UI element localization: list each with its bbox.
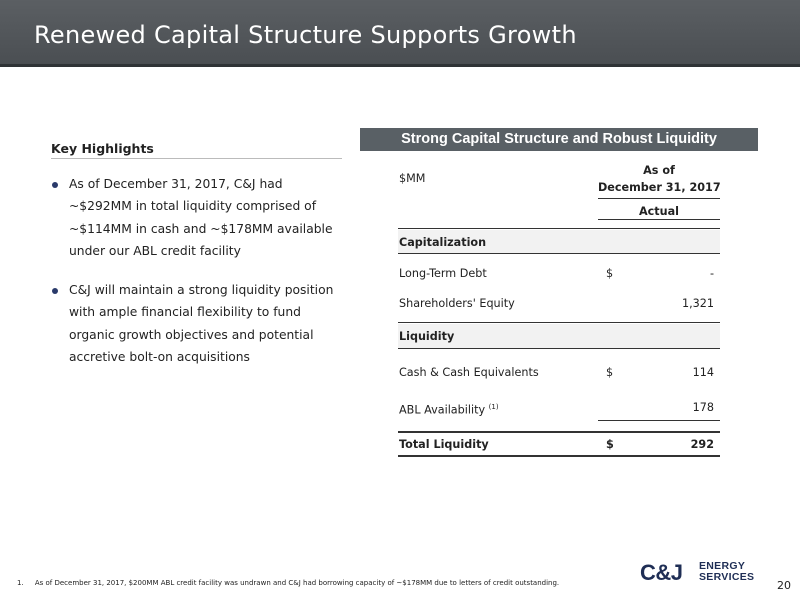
row-long-term-debt-value: - (709, 267, 714, 280)
highlight-bullet-2 (52, 279, 342, 368)
page-number: 20 (777, 579, 791, 592)
subheader-rule (598, 219, 720, 220)
row-cash-value: 114 (692, 366, 714, 379)
section-rule-bottom (398, 253, 720, 254)
row-cash-currency: $ (606, 366, 614, 379)
row-total-label: Total Liquidity (399, 438, 489, 451)
bullet-dot-icon (52, 288, 58, 294)
total-rule-bottom (398, 455, 720, 457)
highlight-text-2: C&J will maintain a strong liquidity position with ample financial flexibility to fund organic growth objectives and potential accretive bolt-on acquisitions (69, 283, 334, 364)
logo-wordmark (699, 561, 754, 583)
highlight-text-1: As of December 31, 2017, C&J had ~$292MM in total liquidity comprised of ~$114MM in cash and ~$178MM available under our ABL credit facility (69, 177, 333, 258)
page-title: Renewed Capital Structure Supports Growth (34, 21, 577, 49)
section-rule-top (398, 322, 720, 323)
row-long-term-debt-label: Long-Term Debt (399, 267, 487, 280)
row-abl-label-text: ABL Availability (399, 403, 486, 417)
row-abl-value: 178 (692, 401, 714, 414)
header-rule (598, 198, 720, 199)
row-shareholders-equity-value: 1,321 (681, 297, 714, 310)
row-total-currency: $ (606, 438, 614, 451)
key-highlights-rule (51, 158, 342, 159)
logo-line2: SERVICES (699, 571, 755, 583)
section-liquidity: Liquidity (399, 330, 455, 343)
section-rule-top (398, 228, 720, 229)
row-abl-label (399, 403, 499, 417)
key-highlights-heading: Key Highlights (51, 141, 154, 156)
total-rule-top (398, 431, 720, 433)
row-total-value: 292 (690, 438, 714, 451)
panel-heading: Strong Capital Structure and Robust Liquidity (360, 128, 758, 151)
column-header-line1: As of (643, 164, 675, 177)
highlight-bullet-1 (52, 173, 342, 262)
footnote-number: 1. (17, 579, 24, 587)
logo-line1: ENERGY (699, 560, 746, 572)
row-shareholders-equity-label: Shareholders' Equity (399, 297, 515, 310)
footnote (17, 579, 559, 587)
footnote-text: As of December 31, 2017, $200MM ABL credit facility was undrawn and C&J had borrowing capacity of ~$178MM due to letters of credit outstanding. (34, 579, 560, 587)
row-cash-label: Cash & Cash Equivalents (399, 366, 539, 379)
logo-mark: C&J (640, 560, 683, 585)
row-abl-footnote-ref: (1) (488, 403, 499, 411)
section-rule-bottom (398, 348, 720, 349)
company-logo (640, 560, 770, 586)
row-long-term-debt-currency: $ (606, 267, 614, 280)
subtotal-rule (598, 420, 720, 421)
header-divider (0, 64, 800, 67)
section-capitalization: Capitalization (399, 236, 487, 249)
column-subheader: Actual (639, 205, 679, 218)
bullet-dot-icon (52, 182, 58, 188)
column-header-line2: December 31, 2017 (598, 181, 721, 194)
capital-structure-table (398, 152, 720, 462)
unit-label: $MM (399, 172, 426, 185)
